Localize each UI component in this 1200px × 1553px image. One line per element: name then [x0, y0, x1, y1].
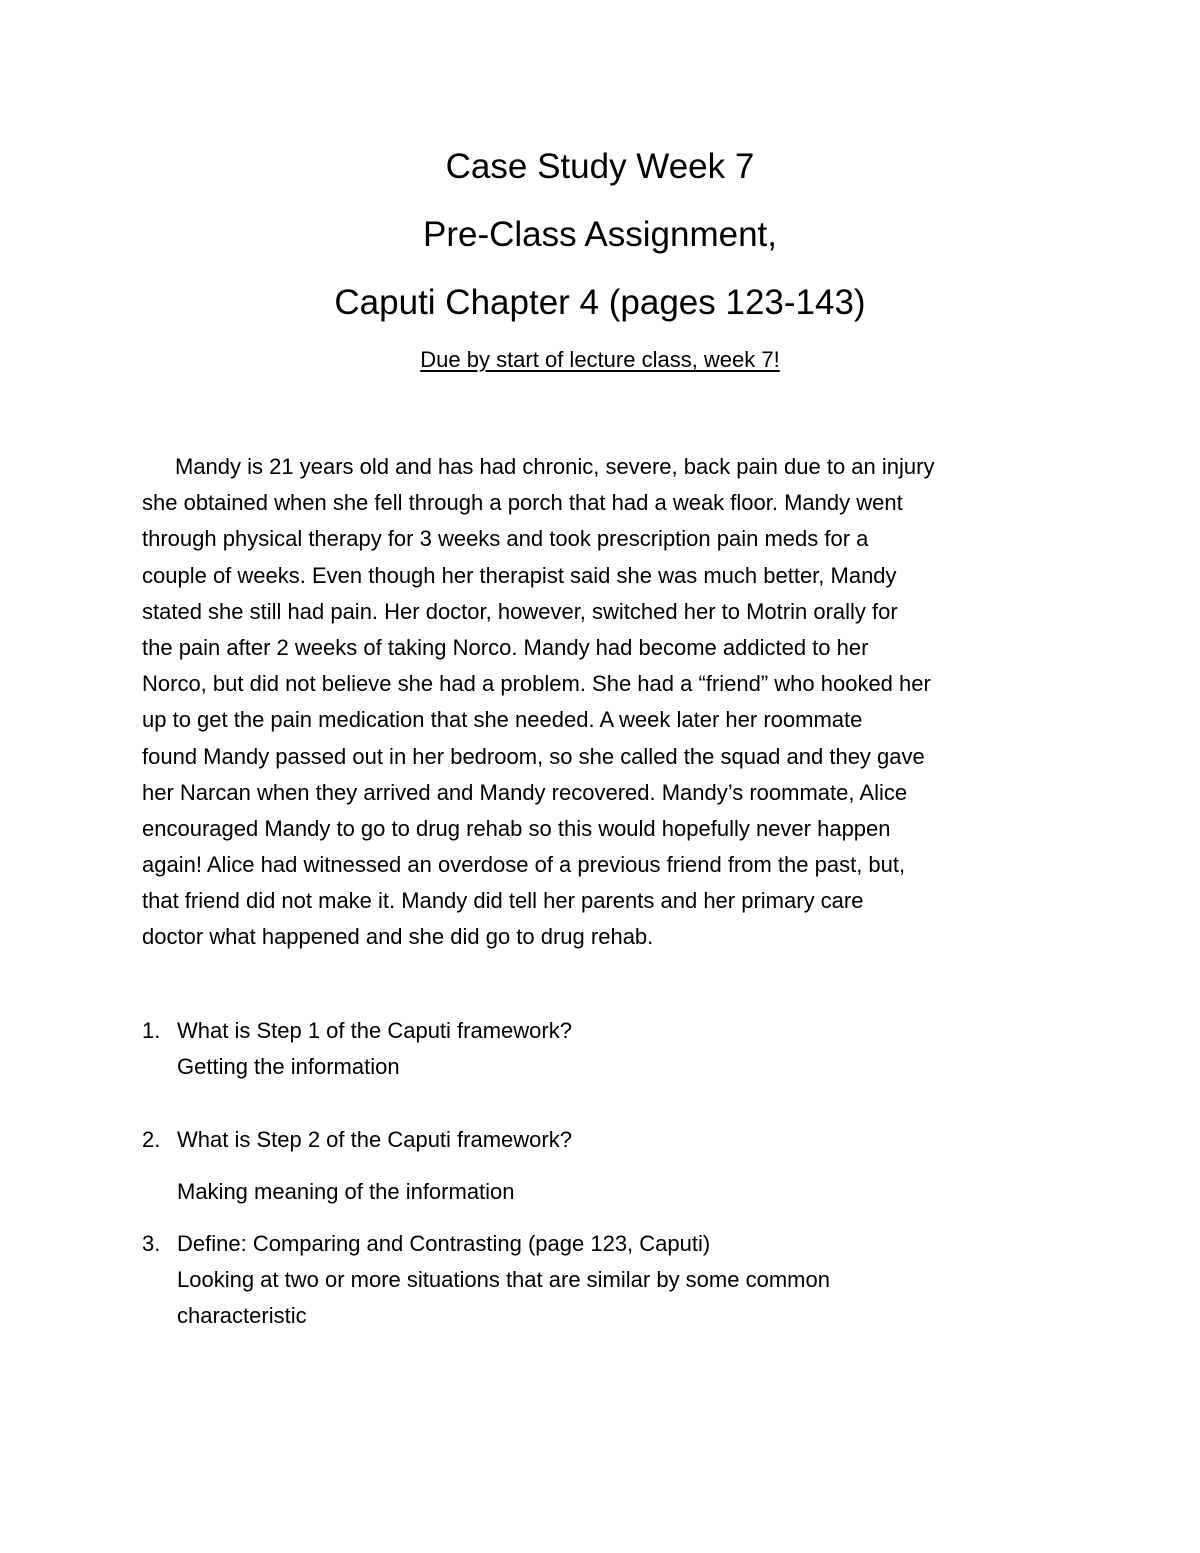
paragraph-line: couple of weeks. Even though her therapist said she was much better, Mandy — [142, 562, 897, 588]
answer-2: Making meaning of the information — [177, 1179, 515, 1204]
question-prompt: What is Step 1 of the Caputi framework? — [177, 1018, 572, 1043]
answer-1: Getting the information — [177, 1054, 400, 1079]
paragraph-line: she obtained when she fell through a porch that had a weak floor. Mandy went — [142, 490, 903, 516]
paragraph-line: her Narcan when they arrived and Mandy recovered. Mandy’s roommate, Alice — [142, 779, 908, 805]
paragraph-line: found Mandy passed out in her bedroom, so she called the squad and they gave — [142, 743, 925, 769]
answer-3-line-2: characteristic — [177, 1303, 307, 1328]
paragraph-line: through physical therapy for 3 weeks and took prescription pain meds for a — [142, 526, 869, 552]
chapter-reference: Caputi Chapter 4 (pages 123-143) — [334, 283, 866, 322]
paragraph-line: stated she still had pain. Her doctor, however, switched her to Motrin orally for — [142, 598, 898, 624]
question-number: 1. — [142, 1018, 161, 1043]
answer-3-line-1: Looking at two or more situations that are similar by some common — [177, 1267, 830, 1292]
paragraph-line: the pain after 2 weeks of taking Norco. Mandy had become addicted to her — [142, 634, 869, 660]
case-paragraph — [142, 449, 1072, 956]
question-number: 2. — [142, 1127, 161, 1152]
paragraph-line: that friend did not make it. Mandy did tell her parents and her primary care — [142, 888, 864, 914]
question-prompt: What is Step 2 of the Caputi framework? — [177, 1127, 572, 1152]
question-prompt: Define: Comparing and Contrasting (page 123, Caputi) — [177, 1231, 711, 1256]
paragraph-line: doctor what happened and she did go to drug rehab. — [142, 924, 654, 950]
paragraph-line: Mandy is 21 years old and has had chronic, severe, back pain due to an injury — [175, 454, 935, 479]
question-number: 3. — [142, 1231, 161, 1256]
paragraph-line: up to get the pain medication that she needed. A week later her roommate — [142, 707, 863, 733]
document-subtitle: Pre-Class Assignment, — [422, 215, 778, 254]
document-title: Case Study Week 7 — [445, 147, 755, 186]
paragraph-line: encouraged Mandy to go to drug rehab so this would hopefully never happen — [142, 815, 891, 841]
paragraph-line: Norco, but did not believe she had a problem. She had a “friend” who hooked her — [142, 671, 931, 697]
paragraph-line: again! Alice had witnessed an overdose of a previous friend from the past, but, — [142, 852, 906, 878]
due-note: Due by start of lecture class, week 7! — [420, 347, 780, 372]
